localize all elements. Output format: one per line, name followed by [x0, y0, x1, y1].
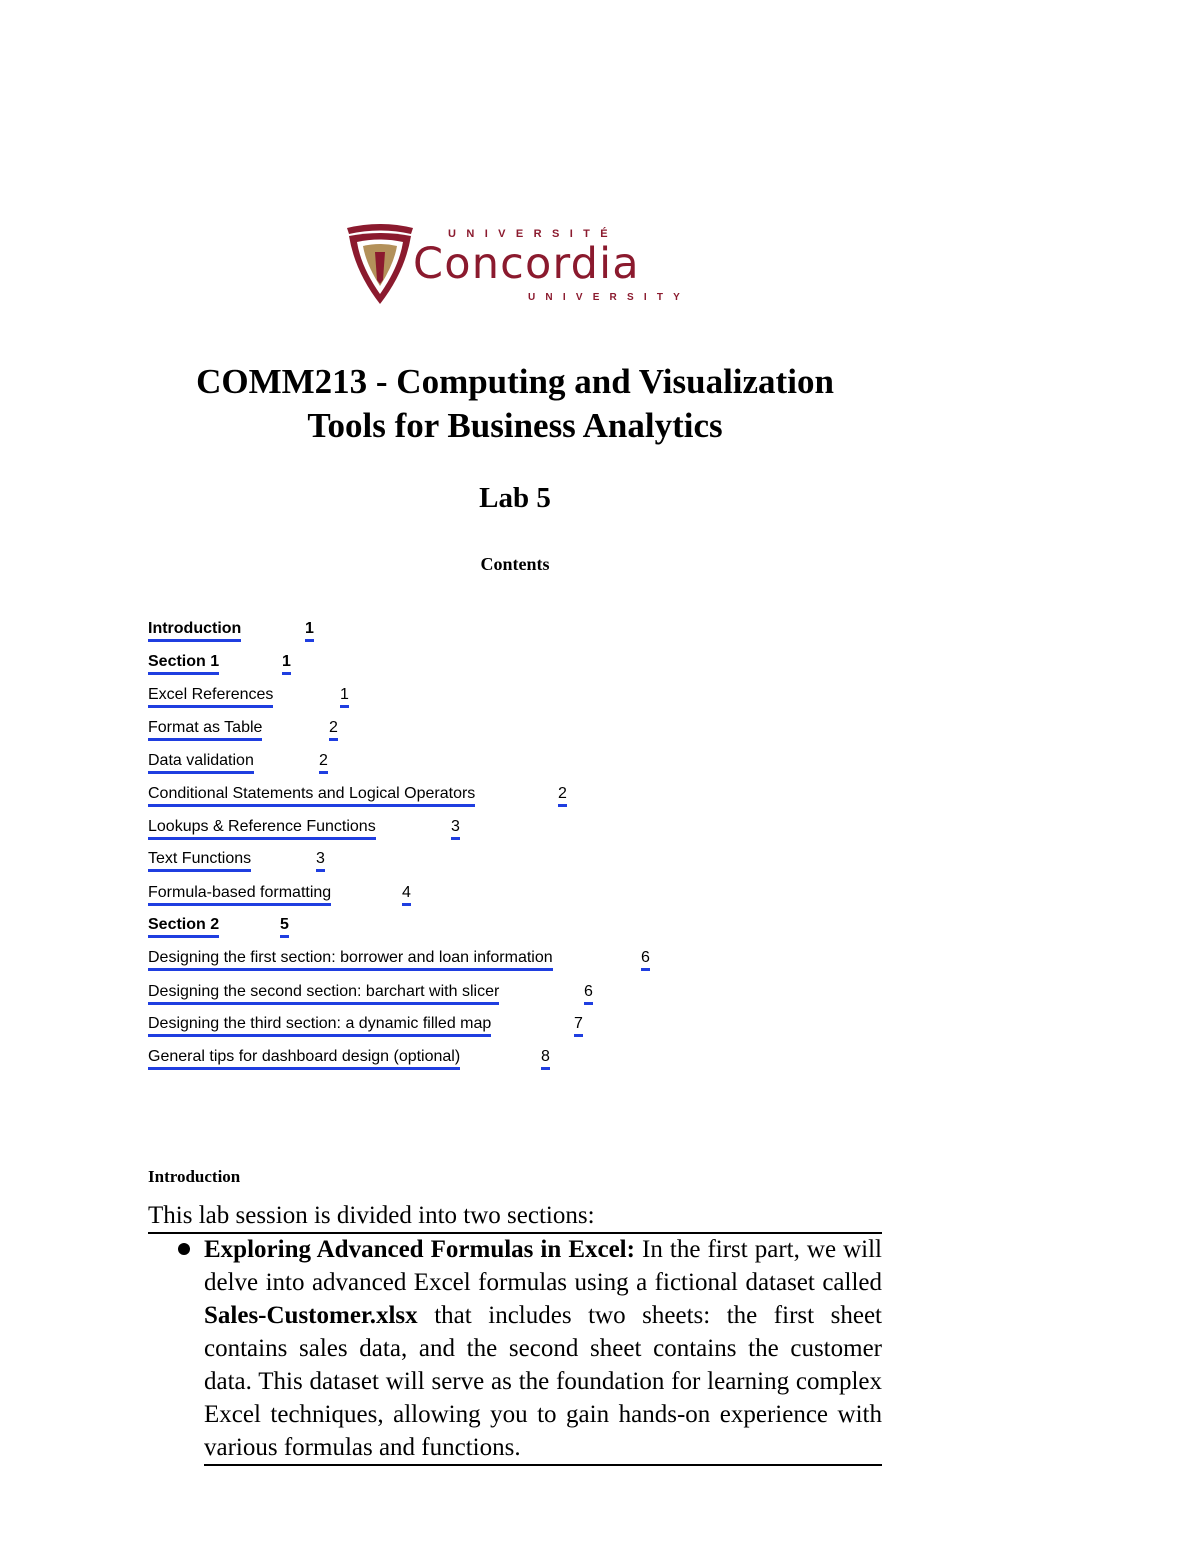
- toc-item-page: 2: [319, 751, 328, 774]
- bullet-text-b: that includes two sheets: the first sheet contains sales data, and the second sheet contains the customer data. This dataset will serve as the foundation for learning complex Excel techniques, allowing you to gain hands-on experience with various formulas and functions.: [204, 1302, 882, 1461]
- toc-item-title: Designing the first section: borrower and loan information: [148, 948, 553, 971]
- toc-item-title: Designing the second section: barchart with slicer: [148, 982, 499, 1005]
- concordia-crest-icon: [345, 222, 415, 306]
- toc-item-page: 2: [558, 784, 567, 807]
- contents-heading: Contents: [480, 554, 550, 574]
- toc-item-title: Section 1: [148, 652, 219, 675]
- logo-wordmark: Concordia: [413, 239, 640, 289]
- toc-item-page: 3: [316, 849, 325, 872]
- title-line-1: COMM213 - Computing and Visualization: [196, 362, 834, 401]
- bullet-text-a: In the first part, we will delve into advanced Excel formulas using a fictional dataset called: [204, 1236, 882, 1296]
- toc-item-title: Introduction: [148, 619, 241, 642]
- dataset-filename: Sales-Customer.xlsx: [204, 1302, 418, 1329]
- introduction-heading: Introduction: [148, 1167, 241, 1186]
- toc-item-page: 3: [451, 817, 460, 840]
- toc-item-title: Data validation: [148, 751, 254, 774]
- toc-item-title: Text Functions: [148, 849, 251, 872]
- toc-item-title: General tips for dashboard design (optional): [148, 1047, 460, 1070]
- toc-item-page: 8: [541, 1047, 550, 1070]
- toc-item-title: Conditional Statements and Logical Operators: [148, 784, 475, 807]
- toc-item-title: Lookups & Reference Functions: [148, 817, 376, 840]
- bullet-bold-label: Exploring Advanced Formulas in Excel:: [204, 1236, 635, 1263]
- toc-item-page: 2: [329, 718, 338, 741]
- document-title: [150, 360, 880, 448]
- toc-item-title: Designing the third section: a dynamic filled map: [148, 1014, 491, 1037]
- introduction-lead: This lab session is divided into two sections:: [148, 1200, 882, 1234]
- toc-item-title: Format as Table: [148, 718, 262, 741]
- toc-item-page: 1: [282, 652, 291, 675]
- title-line-2: Tools for Business Analytics: [307, 406, 723, 445]
- toc-item-page: 1: [305, 619, 314, 642]
- toc-item-page: 1: [340, 685, 349, 708]
- toc-item-title: Formula-based formatting: [148, 883, 331, 906]
- logo-top-text: UNIVERSITÉ: [448, 228, 619, 240]
- lab-number: Lab 5: [479, 482, 551, 514]
- bullet-icon: [178, 1243, 190, 1255]
- toc-item-title: Excel References: [148, 685, 273, 708]
- toc-item-title: Section 2: [148, 915, 219, 938]
- toc-item-page: 7: [574, 1014, 583, 1037]
- logo-bottom-text: UNIVERSITY: [528, 292, 691, 303]
- toc-item-page: 6: [641, 948, 650, 971]
- toc-item-page: 5: [280, 915, 289, 938]
- toc-item-page: 4: [402, 883, 411, 906]
- introduction-bullet-1: [204, 1233, 882, 1466]
- toc-item-page: 6: [584, 982, 593, 1005]
- concordia-logo: [345, 222, 690, 307]
